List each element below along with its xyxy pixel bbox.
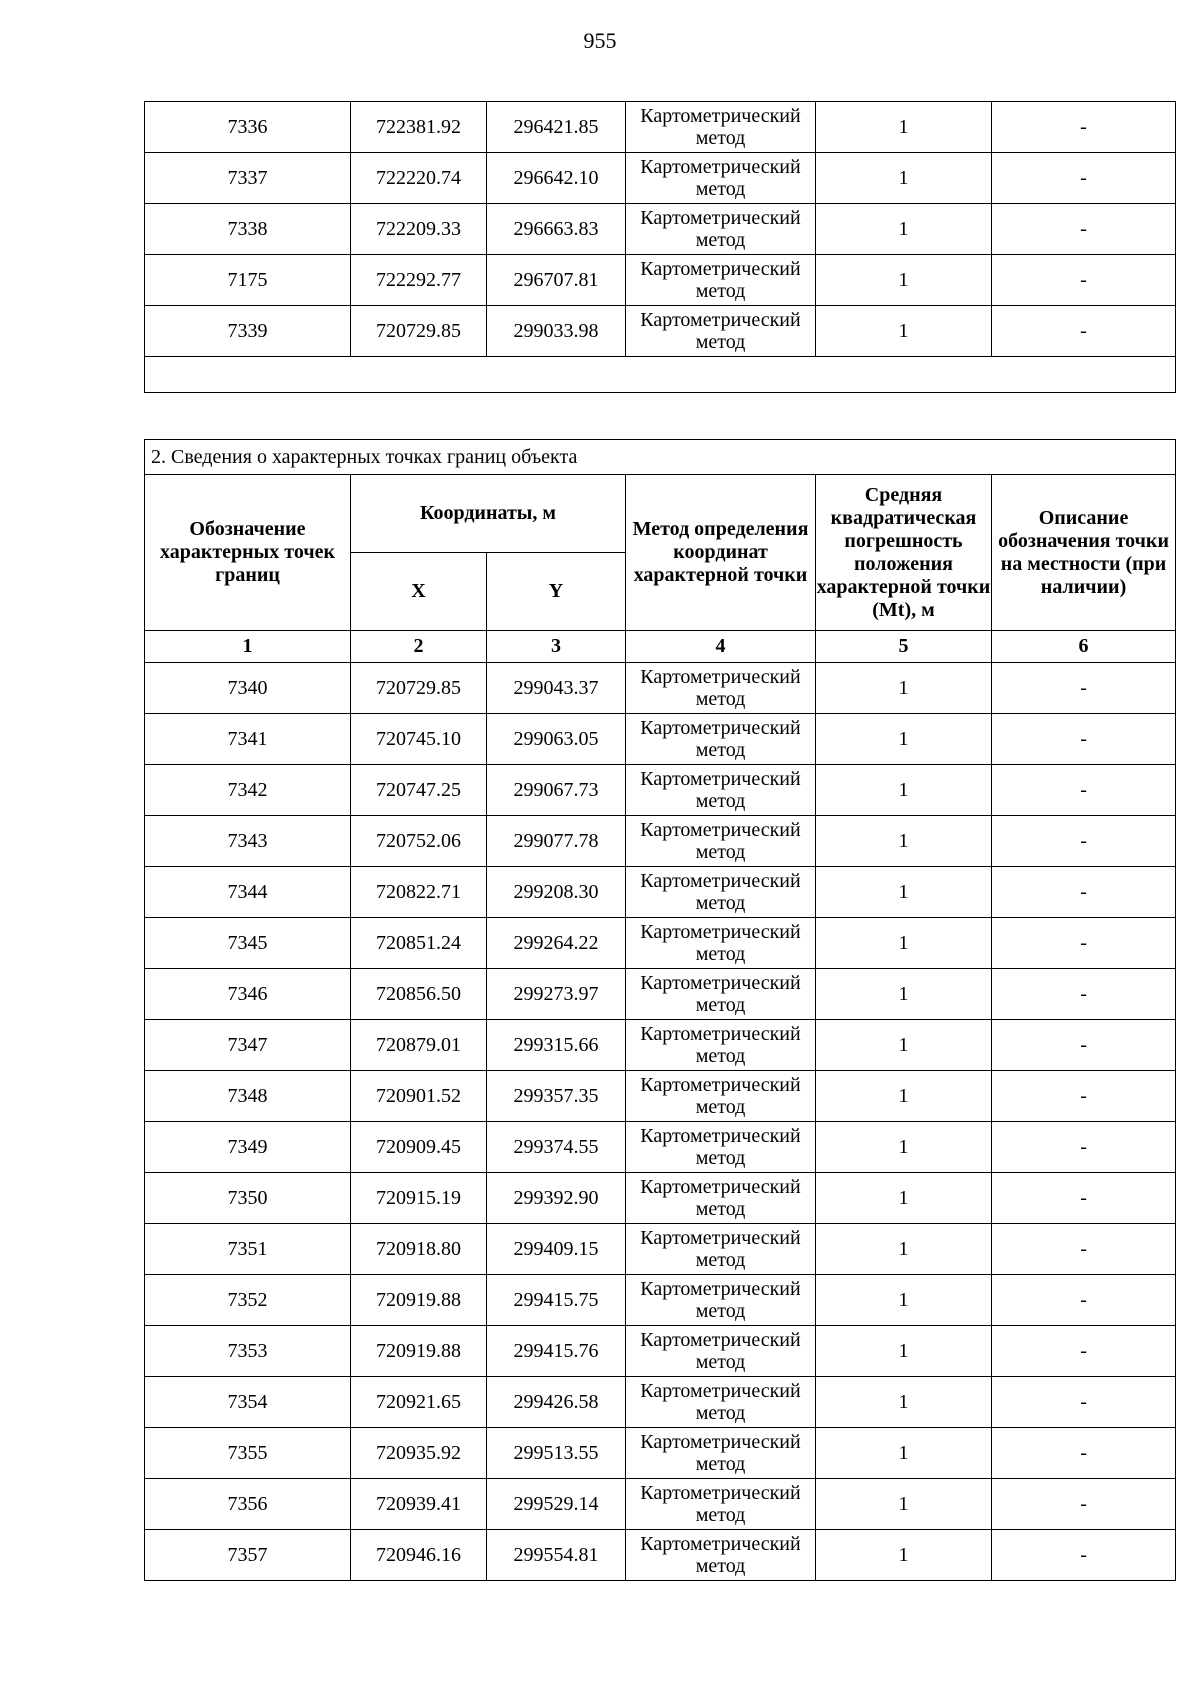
method-cell: Картометрический метод: [626, 255, 816, 306]
description-cell: -: [992, 663, 1176, 714]
point-id-cell: 7338: [145, 204, 351, 255]
method-cell: Картометрический метод: [626, 204, 816, 255]
x-coordinate-cell: 720915.19: [351, 1173, 487, 1224]
table-row: [145, 1530, 1176, 1581]
x-coordinate-cell: 720946.16: [351, 1530, 487, 1581]
x-coordinate-cell: 722209.33: [351, 204, 487, 255]
method-cell: Картометрический метод: [626, 153, 816, 204]
mean-error-cell: 1: [816, 867, 992, 918]
y-coordinate-cell: 299067.73: [487, 765, 626, 816]
mean-error-cell: 1: [816, 1275, 992, 1326]
header-mean-error: Средняя квадратическая погрешность положения характерной точки (Mt), м: [816, 475, 992, 631]
point-id-cell: 7350: [145, 1173, 351, 1224]
column-number: 3: [487, 631, 626, 663]
y-coordinate-cell: 296642.10: [487, 153, 626, 204]
description-cell: -: [992, 204, 1176, 255]
y-coordinate-cell: 299273.97: [487, 969, 626, 1020]
method-cell: Картометрический метод: [626, 765, 816, 816]
point-id-cell: 7349: [145, 1122, 351, 1173]
y-coordinate-cell: 296421.85: [487, 102, 626, 153]
x-coordinate-cell: 720879.01: [351, 1020, 487, 1071]
table-row: [145, 663, 1176, 714]
table-row: [145, 1224, 1176, 1275]
y-coordinate-cell: 299529.14: [487, 1479, 626, 1530]
table-row: [145, 255, 1176, 306]
x-coordinate-cell: 720919.88: [351, 1326, 487, 1377]
x-coordinate-cell: 722220.74: [351, 153, 487, 204]
method-cell: Картометрический метод: [626, 714, 816, 765]
y-coordinate-cell: 299554.81: [487, 1530, 626, 1581]
y-coordinate-cell: 299315.66: [487, 1020, 626, 1071]
mean-error-cell: 1: [816, 1071, 992, 1122]
description-cell: -: [992, 1479, 1176, 1530]
description-cell: -: [992, 1530, 1176, 1581]
header-method: Метод определения координат характерной точки: [626, 475, 816, 631]
table-row: [145, 1071, 1176, 1122]
description-cell: -: [992, 1275, 1176, 1326]
table-row: [145, 918, 1176, 969]
header-x: X: [351, 553, 487, 631]
point-id-cell: 7352: [145, 1275, 351, 1326]
mean-error-cell: 1: [816, 1479, 992, 1530]
y-coordinate-cell: 299426.58: [487, 1377, 626, 1428]
description-cell: -: [992, 153, 1176, 204]
mean-error-cell: 1: [816, 153, 992, 204]
method-cell: Картометрический метод: [626, 1530, 816, 1581]
table1-body: [145, 102, 1176, 357]
point-id-cell: 7337: [145, 153, 351, 204]
header-description: Описание обозначения точки на местности (при наличии): [992, 475, 1176, 631]
x-coordinate-cell: 720901.52: [351, 1071, 487, 1122]
method-cell: Картометрический метод: [626, 816, 816, 867]
method-cell: Картометрический метод: [626, 1326, 816, 1377]
y-coordinate-cell: 299415.75: [487, 1275, 626, 1326]
column-number: 1: [145, 631, 351, 663]
table-row: [145, 102, 1176, 153]
table-row: [145, 1173, 1176, 1224]
x-coordinate-cell: 720921.65: [351, 1377, 487, 1428]
x-coordinate-cell: 720856.50: [351, 969, 487, 1020]
point-id-cell: 7356: [145, 1479, 351, 1530]
description-cell: -: [992, 1224, 1176, 1275]
method-cell: Картометрический метод: [626, 1428, 816, 1479]
mean-error-cell: 1: [816, 1122, 992, 1173]
y-coordinate-cell: 296707.81: [487, 255, 626, 306]
section-title: 2. Сведения о характерных точках границ объекта: [145, 440, 1176, 475]
mean-error-cell: 1: [816, 816, 992, 867]
table2-body: [145, 663, 1176, 1581]
description-cell: -: [992, 1020, 1176, 1071]
x-coordinate-cell: 722292.77: [351, 255, 487, 306]
table-row: [145, 1326, 1176, 1377]
description-cell: -: [992, 306, 1176, 357]
point-id-cell: 7339: [145, 306, 351, 357]
page-number: 955: [583, 28, 617, 53]
table-row: [145, 765, 1176, 816]
point-id-cell: 7343: [145, 816, 351, 867]
point-id-cell: 7354: [145, 1377, 351, 1428]
mean-error-cell: 1: [816, 1173, 992, 1224]
boundary-points-table: [144, 439, 1176, 1581]
coordinates-table-continued: [144, 101, 1176, 393]
mean-error-cell: 1: [816, 1377, 992, 1428]
mean-error-cell: 1: [816, 1530, 992, 1581]
method-cell: Картометрический метод: [626, 918, 816, 969]
y-coordinate-cell: 299415.76: [487, 1326, 626, 1377]
method-cell: Картометрический метод: [626, 1020, 816, 1071]
table-row: [145, 969, 1176, 1020]
description-cell: -: [992, 255, 1176, 306]
y-coordinate-cell: 299063.05: [487, 714, 626, 765]
method-cell: Картометрический метод: [626, 867, 816, 918]
column-number: 5: [816, 631, 992, 663]
table-row: [145, 1275, 1176, 1326]
header-y: Y: [487, 553, 626, 631]
point-id-cell: 7346: [145, 969, 351, 1020]
mean-error-cell: 1: [816, 1020, 992, 1071]
y-coordinate-cell: 299043.37: [487, 663, 626, 714]
x-coordinate-cell: 720747.25: [351, 765, 487, 816]
table-row: [145, 867, 1176, 918]
mean-error-cell: 1: [816, 1224, 992, 1275]
table-row: [145, 153, 1176, 204]
point-id-cell: 7348: [145, 1071, 351, 1122]
mean-error-cell: 1: [816, 1428, 992, 1479]
description-cell: -: [992, 1071, 1176, 1122]
method-cell: Картометрический метод: [626, 306, 816, 357]
description-cell: -: [992, 1326, 1176, 1377]
x-coordinate-cell: 720919.88: [351, 1275, 487, 1326]
table-row: [145, 204, 1176, 255]
point-id-cell: 7344: [145, 867, 351, 918]
description-cell: -: [992, 714, 1176, 765]
table1-empty-row: [145, 357, 1176, 393]
x-coordinate-cell: 720935.92: [351, 1428, 487, 1479]
point-id-cell: 7347: [145, 1020, 351, 1071]
x-coordinate-cell: 720752.06: [351, 816, 487, 867]
table-row: [145, 1122, 1176, 1173]
y-coordinate-cell: 299513.55: [487, 1428, 626, 1479]
point-id-cell: 7345: [145, 918, 351, 969]
point-id-cell: 7351: [145, 1224, 351, 1275]
x-coordinate-cell: 722381.92: [351, 102, 487, 153]
method-cell: Картометрический метод: [626, 1224, 816, 1275]
method-cell: Картометрический метод: [626, 102, 816, 153]
table-row: [145, 1020, 1176, 1071]
method-cell: Картометрический метод: [626, 1071, 816, 1122]
point-id-cell: 7340: [145, 663, 351, 714]
description-cell: -: [992, 816, 1176, 867]
description-cell: -: [992, 1428, 1176, 1479]
x-coordinate-cell: 720822.71: [351, 867, 487, 918]
mean-error-cell: 1: [816, 663, 992, 714]
table-row: [145, 306, 1176, 357]
point-id-cell: 7357: [145, 1530, 351, 1581]
x-coordinate-cell: 720851.24: [351, 918, 487, 969]
y-coordinate-cell: 299208.30: [487, 867, 626, 918]
description-cell: -: [992, 1122, 1176, 1173]
x-coordinate-cell: 720909.45: [351, 1122, 487, 1173]
column-number: 2: [351, 631, 487, 663]
header-point-designation: Обозначение характерных точек границ: [145, 475, 351, 631]
mean-error-cell: 1: [816, 765, 992, 816]
method-cell: Картометрический метод: [626, 1479, 816, 1530]
y-coordinate-cell: 299264.22: [487, 918, 626, 969]
x-coordinate-cell: 720939.41: [351, 1479, 487, 1530]
mean-error-cell: 1: [816, 1326, 992, 1377]
method-cell: Картометрический метод: [626, 1377, 816, 1428]
table-row: [145, 714, 1176, 765]
method-cell: Картометрический метод: [626, 1173, 816, 1224]
column-number: 4: [626, 631, 816, 663]
method-cell: Картометрический метод: [626, 1122, 816, 1173]
point-id-cell: 7341: [145, 714, 351, 765]
method-cell: Картометрический метод: [626, 969, 816, 1020]
description-cell: -: [992, 1173, 1176, 1224]
mean-error-cell: 1: [816, 918, 992, 969]
mean-error-cell: 1: [816, 204, 992, 255]
method-cell: Картометрический метод: [626, 663, 816, 714]
point-id-cell: 7353: [145, 1326, 351, 1377]
y-coordinate-cell: 299357.35: [487, 1071, 626, 1122]
column-number: 6: [992, 631, 1176, 663]
x-coordinate-cell: 720729.85: [351, 306, 487, 357]
description-cell: -: [992, 867, 1176, 918]
point-id-cell: 7342: [145, 765, 351, 816]
y-coordinate-cell: 299033.98: [487, 306, 626, 357]
mean-error-cell: 1: [816, 102, 992, 153]
mean-error-cell: 1: [816, 306, 992, 357]
x-coordinate-cell: 720745.10: [351, 714, 487, 765]
table-row: [145, 1479, 1176, 1530]
point-id-cell: 7355: [145, 1428, 351, 1479]
table-row: [145, 1428, 1176, 1479]
mean-error-cell: 1: [816, 714, 992, 765]
y-coordinate-cell: 299392.90: [487, 1173, 626, 1224]
y-coordinate-cell: 299409.15: [487, 1224, 626, 1275]
y-coordinate-cell: 296663.83: [487, 204, 626, 255]
point-id-cell: 7336: [145, 102, 351, 153]
mean-error-cell: 1: [816, 969, 992, 1020]
point-id-cell: 7175: [145, 255, 351, 306]
description-cell: -: [992, 102, 1176, 153]
description-cell: -: [992, 918, 1176, 969]
mean-error-cell: 1: [816, 255, 992, 306]
x-coordinate-cell: 720918.80: [351, 1224, 487, 1275]
table-row: [145, 816, 1176, 867]
y-coordinate-cell: 299077.78: [487, 816, 626, 867]
description-cell: -: [992, 765, 1176, 816]
method-cell: Картометрический метод: [626, 1275, 816, 1326]
y-coordinate-cell: 299374.55: [487, 1122, 626, 1173]
description-cell: -: [992, 969, 1176, 1020]
header-coordinates: Координаты, м: [351, 475, 626, 553]
x-coordinate-cell: 720729.85: [351, 663, 487, 714]
description-cell: -: [992, 1377, 1176, 1428]
column-numbers-row: [145, 631, 1176, 663]
table-row: [145, 1377, 1176, 1428]
